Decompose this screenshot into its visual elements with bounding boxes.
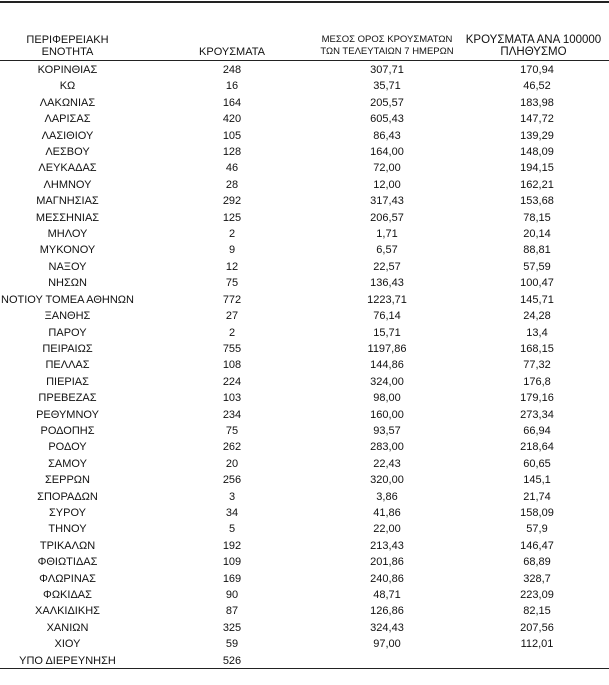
cell-region: ΣΠΟΡΑΔΩΝ (37, 490, 98, 503)
cell-cases: 420 (222, 113, 242, 126)
cell-cases: 27 (225, 310, 239, 323)
cell-per100k: 162,21 (520, 178, 554, 191)
cell-region: ΜΥΚΟΝΟΥ (39, 244, 96, 257)
cell-cases: 224 (222, 375, 242, 388)
header-cases: ΚΡΟΥΣΜΑΤΑ (199, 46, 265, 58)
cell-cases: 2 (228, 228, 236, 241)
cell-per100k: 153,68 (520, 195, 554, 208)
table-row (0, 308, 609, 324)
cell-cases: 9 (228, 244, 236, 257)
cell-region: ΠΡΕΒΕΖΑΣ (38, 392, 97, 405)
cell-region: ΛΕΣΒΟΥ (45, 146, 90, 159)
cell-cases: 234 (222, 408, 242, 421)
cell-avg7: 205,57 (370, 96, 404, 109)
cell-cases: 16 (225, 80, 239, 93)
cell-cases: 325 (222, 621, 242, 634)
cell-per100k: 21,74 (523, 490, 551, 503)
cell-avg7: 324,00 (370, 375, 404, 388)
cell-avg7: 1223,71 (367, 293, 407, 306)
cell-per100k: 24,28 (523, 310, 551, 323)
header-per100k-line2: ΠΛΗΘΥΣΜΟ (500, 46, 567, 58)
cell-avg7: 86,43 (373, 129, 401, 142)
table-row (0, 111, 609, 127)
cell-avg7: 35,71 (373, 80, 401, 93)
cell-cases: 169 (222, 572, 242, 585)
cell-cases: 262 (222, 441, 242, 454)
table-row (0, 341, 609, 357)
cell-per100k: 20,14 (523, 228, 551, 241)
cell-per100k: 170,94 (520, 64, 554, 76)
cell-cases: 20 (225, 457, 239, 470)
cell-region: ΡΟΔΟΠΗΣ (40, 424, 95, 437)
cell-avg7: 93,57 (373, 424, 401, 437)
cell-cases: 256 (222, 474, 242, 487)
cell-cases: 128 (222, 146, 242, 159)
cell-avg7: 206,57 (370, 211, 404, 224)
table-body (0, 62, 609, 669)
cell-per100k: 57,9 (526, 523, 548, 536)
cell-region: ΜΗΛΟΥ (47, 228, 88, 241)
table-row (0, 357, 609, 373)
table-row (0, 603, 609, 619)
cell-per100k: 57,59 (523, 260, 551, 273)
cell-per100k: 223,09 (520, 589, 554, 601)
table-row (0, 456, 609, 472)
table-row (0, 587, 609, 603)
cell-cases: 59 (225, 638, 239, 651)
cell-per100k: 273,34 (520, 408, 554, 421)
table-row (0, 439, 609, 455)
cell-avg7: 283,00 (370, 441, 404, 454)
table-row (0, 653, 609, 669)
cell-cases: 292 (222, 195, 242, 208)
cell-region: ΜΕΣΣΗΝΙΑΣ (35, 211, 100, 224)
cell-region: ΤΡΙΚΑΛΩΝ (39, 539, 96, 552)
cell-per100k: 183,98 (520, 96, 554, 109)
table-row (0, 554, 609, 570)
cell-cases: 75 (225, 277, 239, 290)
cell-per100k: 168,15 (520, 342, 554, 355)
header-avg7 (306, 34, 468, 58)
cell-per100k: 88,81 (523, 244, 551, 257)
cell-per100k: 147,72 (520, 113, 554, 126)
cell-cases: 90 (225, 589, 239, 601)
header-avg7-line2: ΤΩΝ ΤΕΛΕΥΤΑΙΩΝ 7 ΗΜΕΡΩΝ (320, 46, 454, 57)
table-row (0, 62, 609, 78)
cell-cases: 772 (222, 293, 242, 306)
top-rule (0, 1, 609, 3)
header-avg7-line1: ΜΕΣΟΣ ΟΡΟΣ ΚΡΟΥΣΜΑΤΩΝ (321, 34, 453, 45)
cell-cases: 526 (222, 654, 242, 667)
cell-cases: 3 (228, 490, 236, 503)
table-row (0, 128, 609, 144)
cell-cases: 87 (225, 605, 239, 618)
cell-avg7: 201,86 (370, 556, 404, 569)
table-row (0, 259, 609, 275)
cell-avg7: 22,57 (373, 260, 401, 273)
cell-region: ΣΑΜΟΥ (48, 457, 87, 470)
cell-per100k: 139,29 (520, 129, 554, 142)
cell-region: ΣΥΡΟΥ (48, 506, 86, 519)
cell-cases: 755 (222, 342, 242, 355)
table-row (0, 78, 609, 94)
header-per100k (458, 34, 609, 58)
table-row (0, 144, 609, 160)
cell-avg7: 307,71 (370, 64, 404, 76)
cell-per100k: 13,4 (526, 326, 548, 339)
cell-region: ΛΑΡΙΣΑΣ (44, 113, 91, 126)
cell-per100k: 46,52 (523, 80, 551, 93)
cell-avg7: 12,00 (373, 178, 401, 191)
table-row (0, 95, 609, 111)
cell-cases: 34 (225, 506, 239, 519)
cell-cases: 2 (228, 326, 236, 339)
bottom-rule (0, 668, 609, 669)
cell-avg7: 98,00 (373, 392, 401, 405)
table-row (0, 325, 609, 341)
cell-region: ΚΩ (59, 80, 76, 93)
cell-avg7: 126,86 (370, 605, 404, 618)
table-row (0, 538, 609, 554)
cell-cases: 108 (222, 359, 242, 372)
cell-avg7: 41,86 (373, 506, 401, 519)
cell-per100k: 179,16 (520, 392, 554, 405)
cell-region: ΞΑΝΘΗΣ (44, 310, 91, 323)
cell-cases: 28 (225, 178, 239, 191)
header-per100k-line1: ΚΡΟΥΣΜΑΤΑ ΑΝΑ 100000 (465, 34, 602, 46)
cell-region: ΧΑΝΙΩΝ (46, 621, 89, 634)
cell-region: ΛΑΚΩΝΙΑΣ (39, 96, 96, 109)
cell-per100k: 148,09 (520, 146, 554, 159)
cell-avg7: 160,00 (370, 408, 404, 421)
cell-avg7: 15,71 (373, 326, 401, 339)
cell-per100k: 145,1 (523, 474, 551, 487)
cell-per100k: 60,65 (523, 457, 551, 470)
table-row (0, 177, 609, 193)
cell-per100k: 82,15 (523, 605, 551, 618)
cell-avg7: 72,00 (373, 162, 401, 175)
cell-region: ΛΑΣΙΘΙΟΥ (41, 129, 94, 142)
cell-per100k: 145,71 (520, 293, 554, 306)
table-row (0, 636, 609, 652)
cell-cases: 125 (222, 211, 242, 224)
cell-avg7: 6,57 (376, 244, 398, 257)
table-row (0, 505, 609, 521)
cell-region: ΝΑΞΟΥ (48, 260, 87, 273)
cell-avg7: 97,00 (373, 638, 401, 651)
cell-per100k: 78,15 (523, 211, 551, 224)
table-row (0, 489, 609, 505)
cell-avg7: 605,43 (370, 113, 404, 126)
cell-avg7: 317,43 (370, 195, 404, 208)
cell-per100k: 158,09 (520, 506, 554, 519)
cell-cases: 164 (222, 96, 242, 109)
cell-per100k: 146,47 (520, 539, 554, 552)
cell-cases: 12 (225, 260, 239, 273)
table-row (0, 472, 609, 488)
table-row (0, 275, 609, 291)
cell-avg7: 324,43 (370, 621, 404, 634)
cell-avg7: 1,71 (376, 228, 398, 241)
table-row (0, 193, 609, 209)
cell-region: ΦΛΩΡΙΝΑΣ (39, 572, 96, 585)
table-row (0, 423, 609, 439)
cell-region: ΦΩΚΙΔΑΣ (43, 589, 92, 601)
table-row (0, 292, 609, 308)
cell-per100k: 66,94 (523, 424, 551, 437)
cell-avg7: 22,43 (373, 457, 401, 470)
cell-cases: 192 (222, 539, 242, 552)
cell-cases: 248 (222, 64, 242, 76)
table-row (0, 242, 609, 258)
table-row (0, 226, 609, 242)
cell-region: ΠΙΕΡΙΑΣ (46, 375, 89, 388)
table-row (0, 374, 609, 390)
cell-region: ΦΘΙΩΤΙΔΑΣ (37, 556, 98, 569)
table-row (0, 407, 609, 423)
table-row (0, 210, 609, 226)
cell-region: ΠΕΛΛΑΣ (45, 359, 90, 372)
header-region: ΠΕΡΙΦΕΡΕΙΑΚΗ ΕΝΟΤΗΤΑ (26, 34, 109, 58)
cell-avg7: 1197,86 (367, 342, 407, 355)
cell-avg7: 136,43 (370, 277, 404, 290)
cell-per100k: 328,7 (523, 572, 551, 585)
cell-avg7: 320,00 (370, 474, 404, 487)
table-row (0, 620, 609, 636)
cell-region: ΧΙΟΥ (54, 638, 81, 651)
table-row (0, 390, 609, 406)
cell-avg7: 144,86 (370, 359, 404, 372)
table-row (0, 160, 609, 176)
cell-region: ΛΗΜΝΟΥ (43, 178, 92, 191)
cell-per100k: 77,32 (523, 359, 551, 372)
cell-cases: 103 (222, 392, 242, 405)
table-header (0, 30, 609, 61)
cell-avg7: 164,00 (370, 146, 404, 159)
cell-cases: 46 (225, 162, 239, 175)
cell-per100k: 112,01 (520, 638, 554, 651)
cell-region: ΡΕΘΥΜΝΟΥ (36, 408, 99, 421)
cell-cases: 109 (222, 556, 242, 569)
cell-avg7: 76,14 (373, 310, 401, 323)
cell-per100k: 100,47 (520, 277, 554, 290)
cell-region: ΛΕΥΚΑΔΑΣ (38, 162, 97, 175)
cell-avg7: 22,00 (373, 523, 401, 536)
cell-region: ΚΟΡΙΝΘΙΑΣ (37, 64, 98, 76)
cell-region: ΠΕΙΡΑΙΩΣ (42, 342, 93, 355)
cell-avg7: 3,86 (376, 490, 398, 503)
cell-cases: 5 (228, 523, 236, 536)
cell-region: ΜΑΓΝΗΣΙΑΣ (36, 195, 99, 208)
table-row (0, 521, 609, 537)
cell-region: ΧΑΛΚΙΔΙΚΗΣ (35, 605, 100, 618)
cell-region: ΥΠΟ ΔΙΕΡΕΥΝΗΣΗ (19, 654, 116, 667)
cell-per100k: 207,56 (520, 621, 554, 634)
table-row (0, 571, 609, 587)
cell-avg7: 48,71 (373, 589, 401, 601)
cell-cases: 105 (222, 129, 242, 142)
cell-region: ΡΟΔΟΥ (48, 441, 87, 454)
cell-cases: 75 (225, 424, 239, 437)
cell-avg7: 240,86 (370, 572, 404, 585)
cell-region: ΣΕΡΡΩΝ (45, 474, 90, 487)
cell-per100k: 218,64 (520, 441, 554, 454)
cell-per100k: 68,89 (523, 556, 551, 569)
cell-region: ΝΗΣΩΝ (48, 277, 87, 290)
cell-region: ΠΑΡΟΥ (48, 326, 87, 339)
cell-region: ΝΟΤΙΟΥ ΤΟΜΕΑ ΑΘΗΝΩΝ (1, 293, 134, 306)
cell-avg7: 213,43 (370, 539, 404, 552)
cell-per100k: 194,15 (520, 162, 554, 175)
cell-region: ΤΗΝΟΥ (48, 523, 87, 536)
cell-per100k: 176,8 (523, 375, 551, 388)
